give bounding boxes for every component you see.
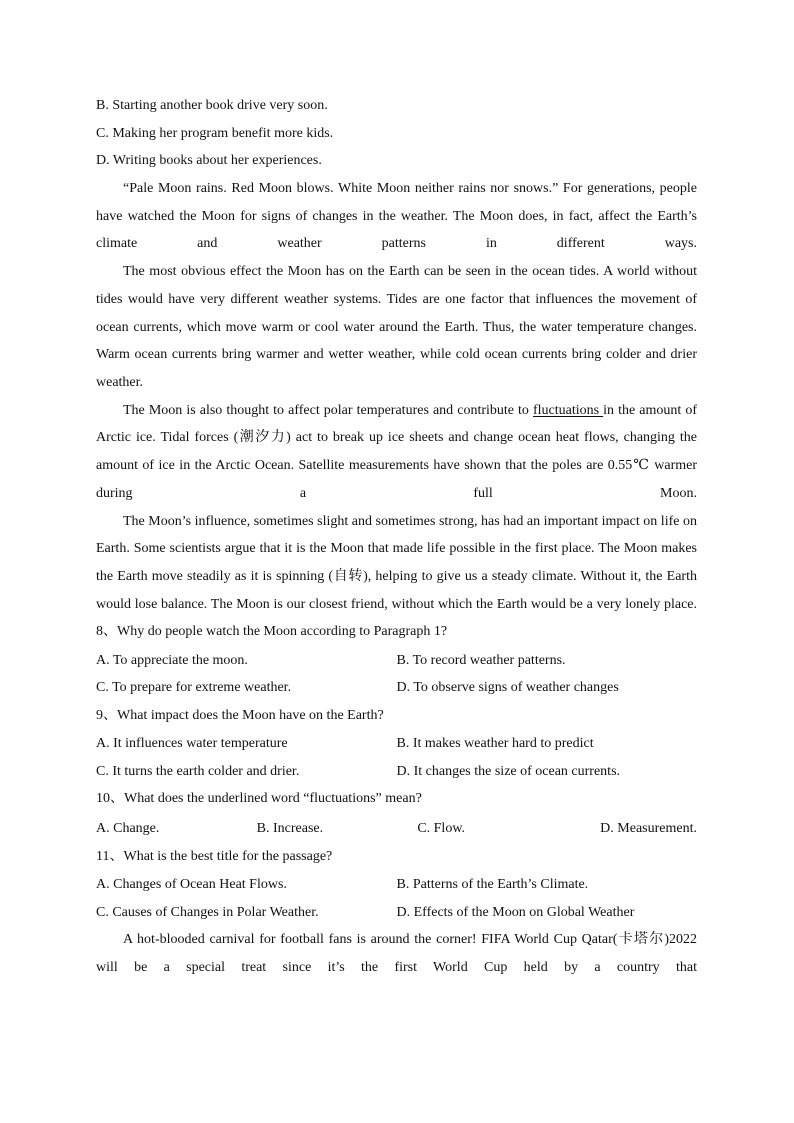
option-row — [96, 899, 697, 927]
option-line: C. Making her program benefit more kids. — [96, 125, 334, 141]
underlined-word: fluctuations — [533, 402, 604, 418]
answer-option: A. To appreciate the moon. — [96, 652, 248, 668]
exam-page — [96, 92, 697, 982]
question-stem: 8、Why do people watch the Moon according to Paragraph 1? — [96, 624, 448, 640]
answer-option: D. It changes the size of ocean currents. — [396, 763, 621, 779]
option-row — [96, 647, 697, 675]
answer-option: B. Increase. — [256, 820, 324, 836]
passage-paragraph: A hot-blooded carnival for football fans is around the corner! FIFA World Cup Qatar(卡塔尔)2022 will be a special treat since it’s the first World Cup held by a country that — [96, 932, 697, 976]
answer-option: B. Patterns of the Earth’s Climate. — [396, 877, 589, 893]
paragraph-text: in the amount of Arctic ice. Tidal forces (潮汐力) act to break up ice sheets and change ocean heat flows, changing the amount of ice in the Arctic Ocean. Satellite measurements have shown that the poles are 0.55℃ warmer during a full Moon. — [96, 402, 697, 501]
passage-paragraph: “Pale Moon rains. Red Moon blows. White Moon neither rains nor snows.” For generations, people have watched the Moon for signs of changes in the weather. The Moon does, in fact, affect the Earth’s climate and weather patterns in different ways. — [96, 181, 697, 252]
answer-option: D. To observe signs of weather changes — [396, 680, 619, 696]
passage-paragraph — [96, 397, 697, 508]
answer-option: D. Measurement. — [600, 820, 697, 836]
option-row — [96, 758, 697, 786]
option-row — [96, 814, 697, 843]
passage-paragraph: The Moon’s influence, sometimes slight and sometimes strong, has had an important impact on life on Earth. Some scientists argue that it is the Moon that made life possible in the first place. The Moon makes the Earth move steadily as it is spinning (自转), helping to give us a steady climate. Without it, the Earth would lose balance. The Moon is our closest friend, without which the Earth would be a very lonely place. — [96, 513, 697, 612]
option-row — [96, 871, 697, 899]
option-row — [96, 730, 697, 758]
paragraph-text: The Moon is also thought to affect polar temperatures and contribute to — [123, 402, 533, 418]
answer-option: A. Change. — [96, 820, 160, 836]
passage-paragraph: The most obvious effect the Moon has on the Earth can be seen in the ocean tides. A world without tides would have very different weather systems. Tides are one factor that influences the movement of ocean currents, which move warm or cool water around the Earth. Thus, the water temperature changes. Warm ocean currents bring warmer and wetter weather, while cold ocean currents bring colder and drier weather. — [96, 264, 697, 390]
answer-option: B. To record weather patterns. — [396, 652, 566, 668]
answer-option: A. It influences water temperature — [96, 736, 288, 752]
question-stem: 11、What is the best title for the passage? — [96, 848, 333, 864]
answer-option: D. Effects of the Moon on Global Weather — [396, 904, 635, 920]
answer-option: C. Causes of Changes in Polar Weather. — [96, 904, 319, 920]
option-line: B. Starting another book drive very soon. — [96, 98, 328, 113]
answer-option: C. To prepare for extreme weather. — [96, 680, 292, 696]
option-row — [96, 674, 697, 702]
answer-option: C. Flow. — [417, 820, 466, 836]
question-stem: 10、What does the underlined word “fluctuations” mean? — [96, 791, 422, 807]
answer-option: A. Changes of Ocean Heat Flows. — [96, 877, 287, 893]
option-line: D. Writing books about her experiences. — [96, 153, 322, 169]
answer-option: C. It turns the earth colder and drier. — [96, 763, 300, 779]
question-stem: 9、What impact does the Moon have on the Earth? — [96, 707, 384, 723]
answer-option: B. It makes weather hard to predict — [396, 736, 594, 752]
